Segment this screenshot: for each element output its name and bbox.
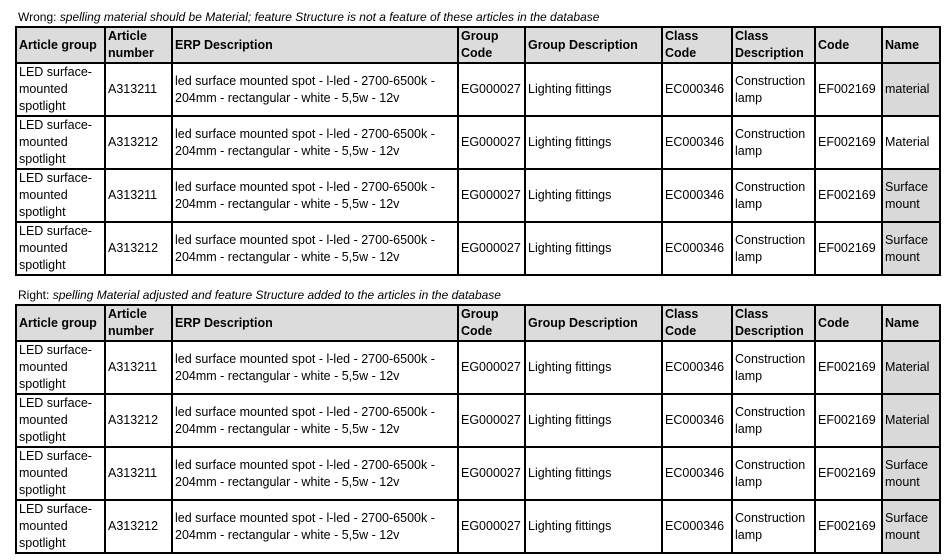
cell-article-group: LED surface-mounted spotlight <box>16 500 105 553</box>
header-article-group: Article group <box>16 305 105 341</box>
cell-group-code: EG000027 <box>458 394 525 447</box>
header-group-code: Group Code <box>458 27 525 63</box>
cell-class-description: Construction lamp <box>732 341 815 394</box>
cell-erp-description: led surface mounted spot - l-led - 2700-6500k - 204mm - rectangular - white - 5,5w - 12v <box>172 169 458 222</box>
cell-group-code: EG000027 <box>458 63 525 116</box>
cell-article-group: LED surface-mounted spotlight <box>16 394 105 447</box>
cell-group-description: Lighting fittings <box>525 169 662 222</box>
cell-article-group: LED surface-mounted spotlight <box>16 63 105 116</box>
header-class-code: Class Code <box>662 27 732 63</box>
table-row <box>16 341 940 394</box>
header-row <box>16 27 940 63</box>
cell-name: Surface mount <box>882 447 940 500</box>
cell-article-number: A313212 <box>105 116 172 169</box>
cell-class-code: EC000346 <box>662 63 732 116</box>
cell-name: Material <box>882 341 940 394</box>
cell-class-code: EC000346 <box>662 222 732 275</box>
cell-class-code: EC000346 <box>662 500 732 553</box>
header-code: Code <box>815 27 882 63</box>
cell-article-group: LED surface-mounted spotlight <box>16 447 105 500</box>
header-group-code: Group Code <box>458 305 525 341</box>
cell-code: EF002169 <box>815 341 882 394</box>
table-row <box>16 394 940 447</box>
cell-article-group: LED surface-mounted spotlight <box>16 116 105 169</box>
cell-group-description: Lighting fittings <box>525 222 662 275</box>
cell-article-number: A313211 <box>105 447 172 500</box>
cell-class-description: Construction lamp <box>732 500 815 553</box>
cell-erp-description: led surface mounted spot - l-led - 2700-6500k - 204mm - rectangular - white - 5,5w - 12v <box>172 222 458 275</box>
cell-class-code: EC000346 <box>662 341 732 394</box>
cell-article-number: A313212 <box>105 394 172 447</box>
header-article-group: Article group <box>16 27 105 63</box>
cell-class-code: EC000346 <box>662 116 732 169</box>
cell-group-code: EG000027 <box>458 447 525 500</box>
table-row <box>16 500 940 553</box>
cell-name: material <box>882 63 940 116</box>
cell-article-number: A313211 <box>105 341 172 394</box>
wrong-caption <box>18 11 599 24</box>
cell-group-description: Lighting fittings <box>525 63 662 116</box>
right-table <box>15 304 941 554</box>
header-erp-description: ERP Description <box>172 27 458 63</box>
cell-erp-description: led surface mounted spot - l-led - 2700-6500k - 204mm - rectangular - white - 5,5w - 12v <box>172 500 458 553</box>
cell-name: Surface mount <box>882 169 940 222</box>
wrong-table <box>15 26 941 276</box>
header-erp-description: ERP Description <box>172 305 458 341</box>
cell-group-code: EG000027 <box>458 116 525 169</box>
cell-class-description: Construction lamp <box>732 116 815 169</box>
cell-group-code: EG000027 <box>458 500 525 553</box>
cell-erp-description: led surface mounted spot - l-led - 2700-6500k - 204mm - rectangular - white - 5,5w - 12v <box>172 447 458 500</box>
table-row <box>16 116 940 169</box>
header-name: Name <box>882 27 940 63</box>
header-row <box>16 305 940 341</box>
cell-erp-description: led surface mounted spot - l-led - 2700-6500k - 204mm - rectangular - white - 5,5w - 12v <box>172 341 458 394</box>
cell-code: EF002169 <box>815 394 882 447</box>
table-row <box>16 169 940 222</box>
header-group-description: Group Description <box>525 305 662 341</box>
right-caption <box>18 289 501 302</box>
caption-lead: Wrong: <box>18 10 60 24</box>
cell-class-code: EC000346 <box>662 169 732 222</box>
caption-note: spelling Material adjusted and feature Structure added to the articles in the database <box>52 288 501 302</box>
header-class-code: Class Code <box>662 305 732 341</box>
table-row <box>16 222 940 275</box>
cell-group-description: Lighting fittings <box>525 341 662 394</box>
table-row <box>16 447 940 500</box>
cell-name: Material <box>882 394 940 447</box>
cell-group-description: Lighting fittings <box>525 394 662 447</box>
cell-name: Surface mount <box>882 500 940 553</box>
table-body <box>16 341 940 553</box>
cell-erp-description: led surface mounted spot - l-led - 2700-6500k - 204mm - rectangular - white - 5,5w - 12v <box>172 116 458 169</box>
header-code: Code <box>815 305 882 341</box>
caption-lead: Right: <box>18 288 53 302</box>
cell-article-group: LED surface-mounted spotlight <box>16 341 105 394</box>
cell-code: EF002169 <box>815 500 882 553</box>
cell-class-description: Construction lamp <box>732 169 815 222</box>
header-article-number: Article number <box>105 27 172 63</box>
cell-name: Surface mount <box>882 222 940 275</box>
cell-group-description: Lighting fittings <box>525 116 662 169</box>
cell-code: EF002169 <box>815 63 882 116</box>
cell-erp-description: led surface mounted spot - l-led - 2700-6500k - 204mm - rectangular - white - 5,5w - 12v <box>172 394 458 447</box>
cell-class-code: EC000346 <box>662 447 732 500</box>
cell-group-description: Lighting fittings <box>525 500 662 553</box>
cell-article-number: A313211 <box>105 169 172 222</box>
cell-class-description: Construction lamp <box>732 222 815 275</box>
cell-article-group: LED surface-mounted spotlight <box>16 169 105 222</box>
caption-note: spelling material should be Material; feature Structure is not a feature of these articles in the database <box>59 10 600 24</box>
cell-group-description: Lighting fittings <box>525 447 662 500</box>
cell-code: EF002169 <box>815 222 882 275</box>
cell-class-description: Construction lamp <box>732 394 815 447</box>
cell-group-code: EG000027 <box>458 222 525 275</box>
cell-article-number: A313212 <box>105 222 172 275</box>
cell-article-group: LED surface-mounted spotlight <box>16 222 105 275</box>
table-body <box>16 63 940 275</box>
cell-code: EF002169 <box>815 169 882 222</box>
table-row <box>16 63 940 116</box>
cell-group-code: EG000027 <box>458 169 525 222</box>
header-class-description: Class Description <box>732 305 815 341</box>
cell-class-description: Construction lamp <box>732 63 815 116</box>
header-class-description: Class Description <box>732 27 815 63</box>
cell-article-number: A313212 <box>105 500 172 553</box>
cell-class-code: EC000346 <box>662 394 732 447</box>
cell-name: Material <box>882 116 940 169</box>
cell-erp-description: led surface mounted spot - l-led - 2700-6500k - 204mm - rectangular - white - 5,5w - 12v <box>172 63 458 116</box>
header-group-description: Group Description <box>525 27 662 63</box>
cell-group-code: EG000027 <box>458 341 525 394</box>
cell-code: EF002169 <box>815 116 882 169</box>
cell-code: EF002169 <box>815 447 882 500</box>
cell-class-description: Construction lamp <box>732 447 815 500</box>
header-name: Name <box>882 305 940 341</box>
header-article-number: Article number <box>105 305 172 341</box>
cell-article-number: A313211 <box>105 63 172 116</box>
